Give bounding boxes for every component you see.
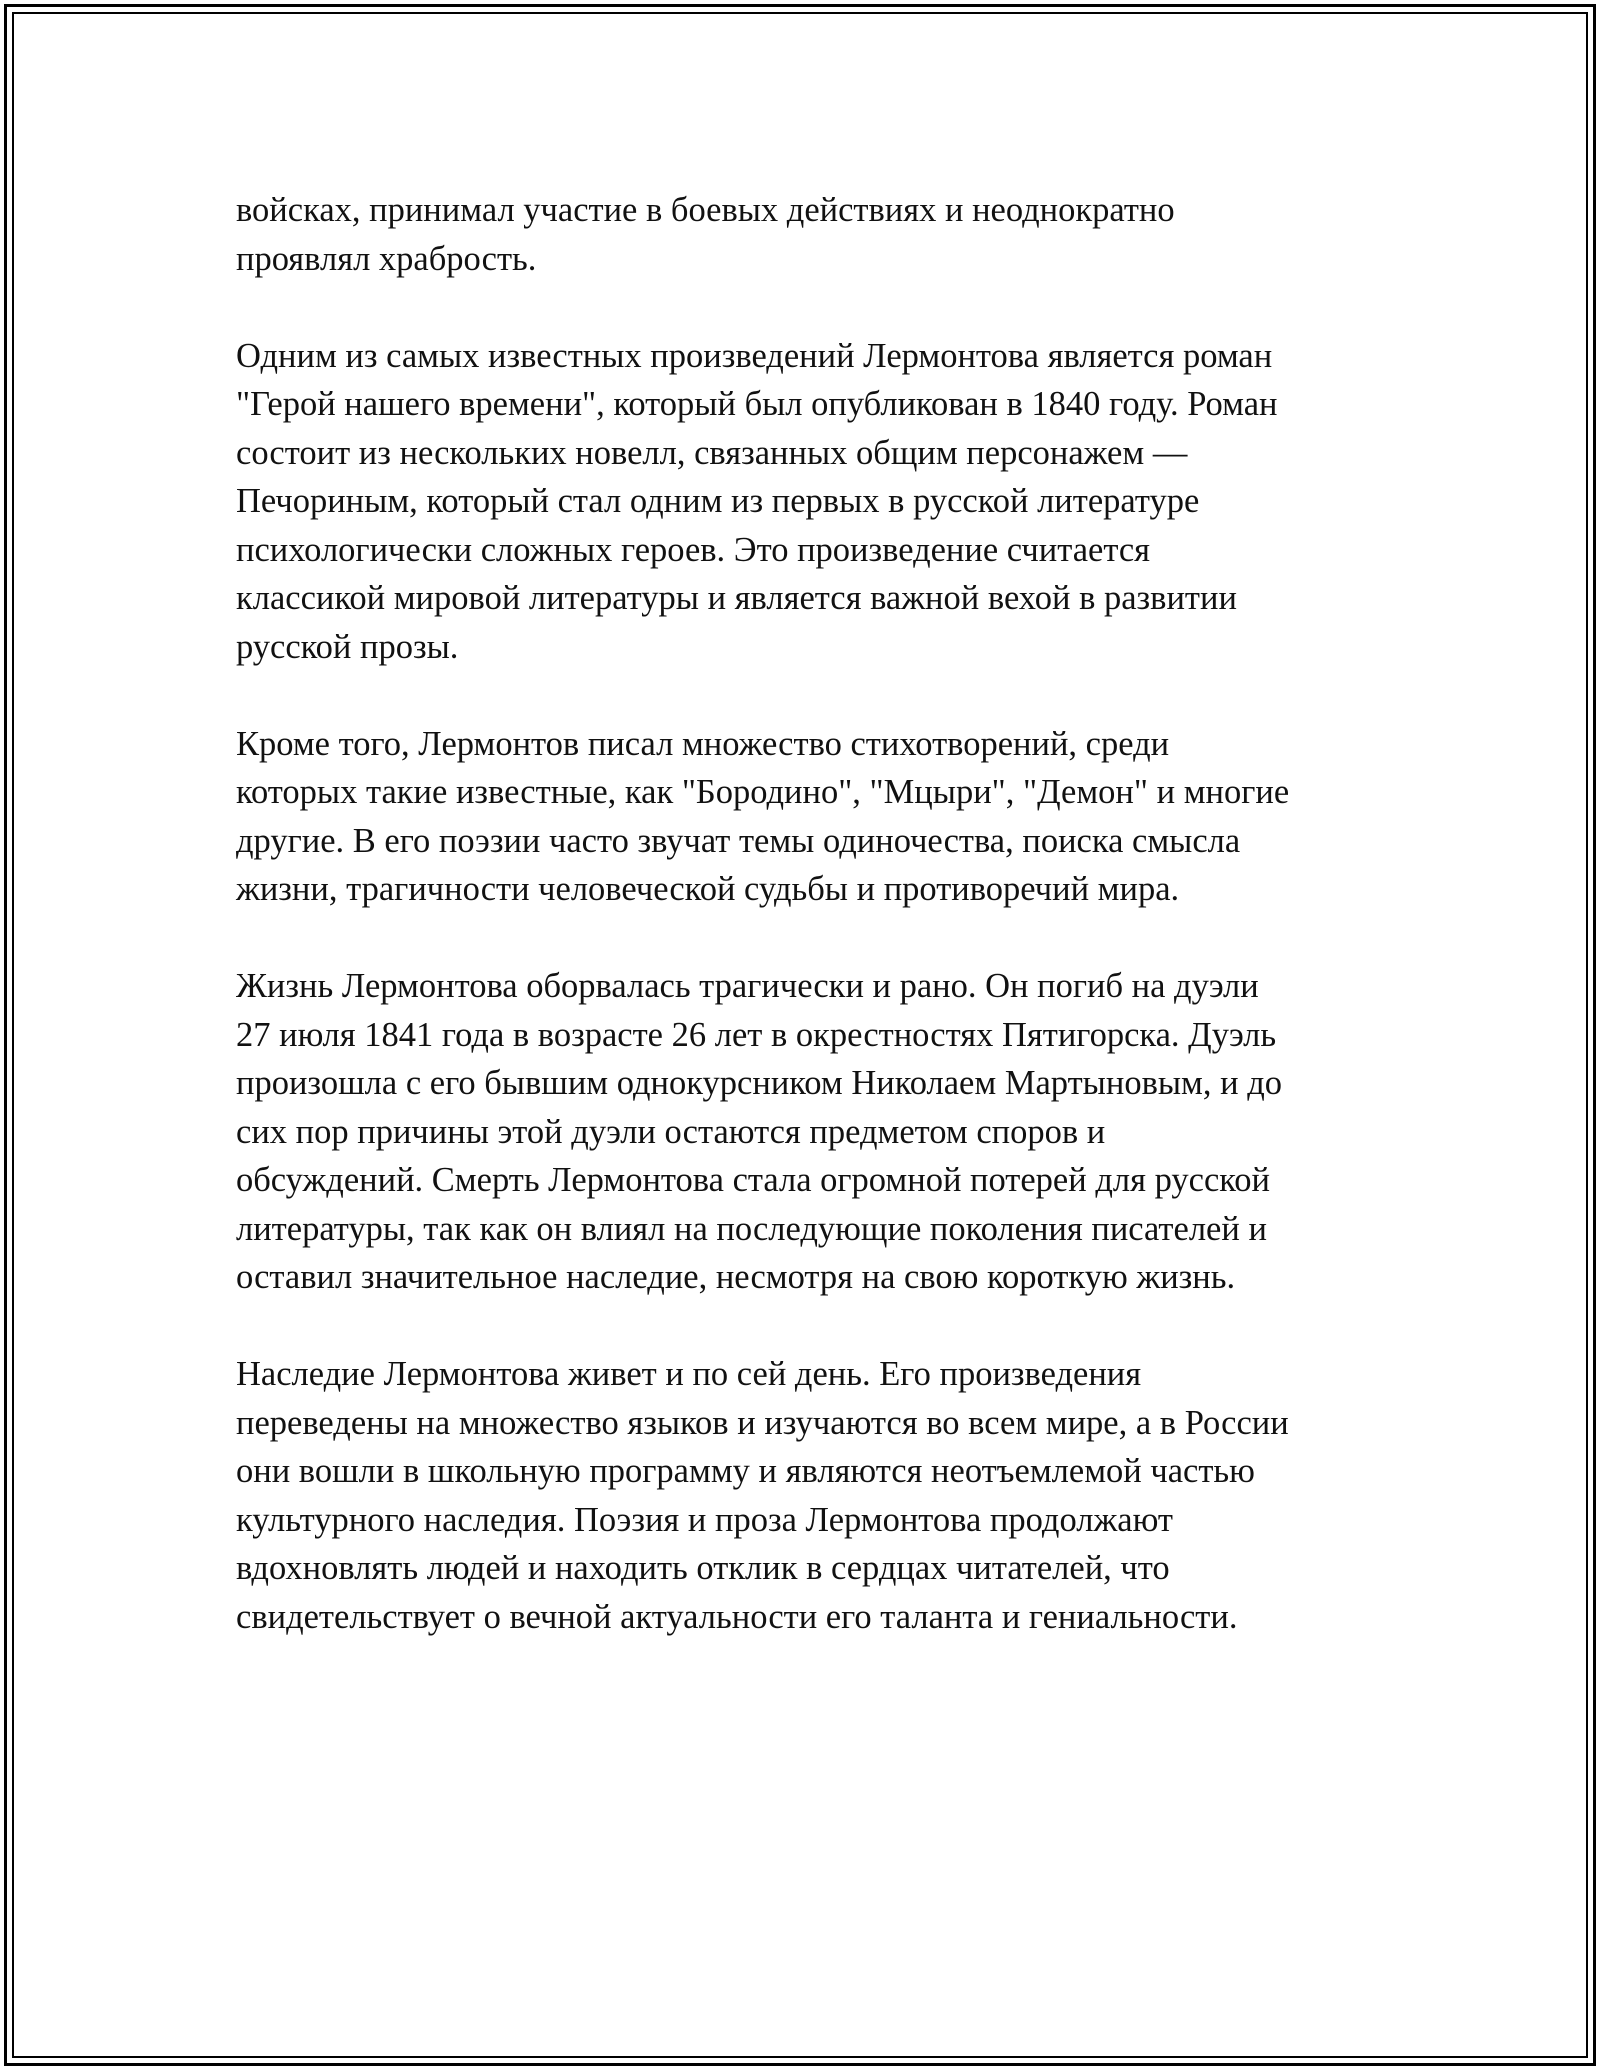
text-line: проявлял храбрость. xyxy=(236,239,537,278)
paragraph-4 xyxy=(236,962,1416,1302)
text-line: обсуждений. Смерть Лермонтова стала огромной потерей для русской xyxy=(236,1161,1270,1199)
text-line: переведены на множество языков и изучаются во всем мире, а в России xyxy=(236,1403,1289,1442)
text-line: произошла с его бывшим однокурсником Николаем Мартыновым, и до xyxy=(236,1064,1283,1102)
text-line: 27 июля 1841 года в возрасте 26 лет в окрестностях Пятигорска. Дуэль xyxy=(236,1015,1277,1054)
text-line: "Герой нашего времени", который был опубликован в 1840 году. Роман xyxy=(236,385,1278,423)
text-line: Одним из самых известных произведений Лермонтова является роман xyxy=(236,336,1273,375)
text-line: Наследие Лермонтова живет и по сей день. Его произведения xyxy=(236,1355,1142,1393)
text-line: они вошли в школьную программу и являются неотъемлемой частью xyxy=(236,1452,1255,1490)
text-line: свидетельствует о вечной актуальности его таланта и гениальности. xyxy=(236,1597,1238,1636)
text-line: литературы, так как он влиял на последующие поколения писателей и xyxy=(236,1209,1267,1248)
document-body xyxy=(236,186,1416,1690)
text-line: Жизнь Лермонтова оборвалась трагически и рано. Он погиб на дуэли xyxy=(236,967,1259,1005)
paragraph-5 xyxy=(236,1350,1416,1641)
text-line: русской прозы. xyxy=(236,627,459,666)
paragraph-2 xyxy=(236,332,1416,672)
text-line: которых такие известные, как "Бородино", "Мцыри", "Демон" и многие xyxy=(236,773,1290,811)
text-line: оставил значительное наследие, несмотря на свою короткую жизнь. xyxy=(236,1258,1236,1296)
text-line: другие. В его поэзии часто звучат темы одиночества, поиска смысла xyxy=(236,821,1241,860)
text-line: войсках, принимал участие в боевых действиях и неоднократно xyxy=(236,191,1175,229)
text-line: сих пор причины этой дуэли остаются предметом споров и xyxy=(236,1112,1106,1151)
text-line: Печориным, который стал одним из первых в русской литературе xyxy=(236,482,1200,520)
text-line: Кроме того, Лермонтов писал множество стихотворений, среди xyxy=(236,724,1170,763)
paragraph-3 xyxy=(236,720,1416,914)
text-line: состоит из нескольких новелл, связанных общим персонажем — xyxy=(236,433,1188,472)
text-line: культурного наследия. Поэзия и проза Лермонтова продолжают xyxy=(236,1500,1174,1539)
text-line: психологически сложных героев. Это произведение считается xyxy=(236,530,1151,569)
text-line: классикой мировой литературы и является важной вехой в развитии xyxy=(236,579,1237,617)
paragraph-1 xyxy=(236,186,1416,283)
text-line: вдохновлять людей и находить отклик в сердцах читателей, что xyxy=(236,1549,1170,1587)
text-line: жизни, трагичности человеческой судьбы и противоречий мира. xyxy=(236,870,1180,908)
